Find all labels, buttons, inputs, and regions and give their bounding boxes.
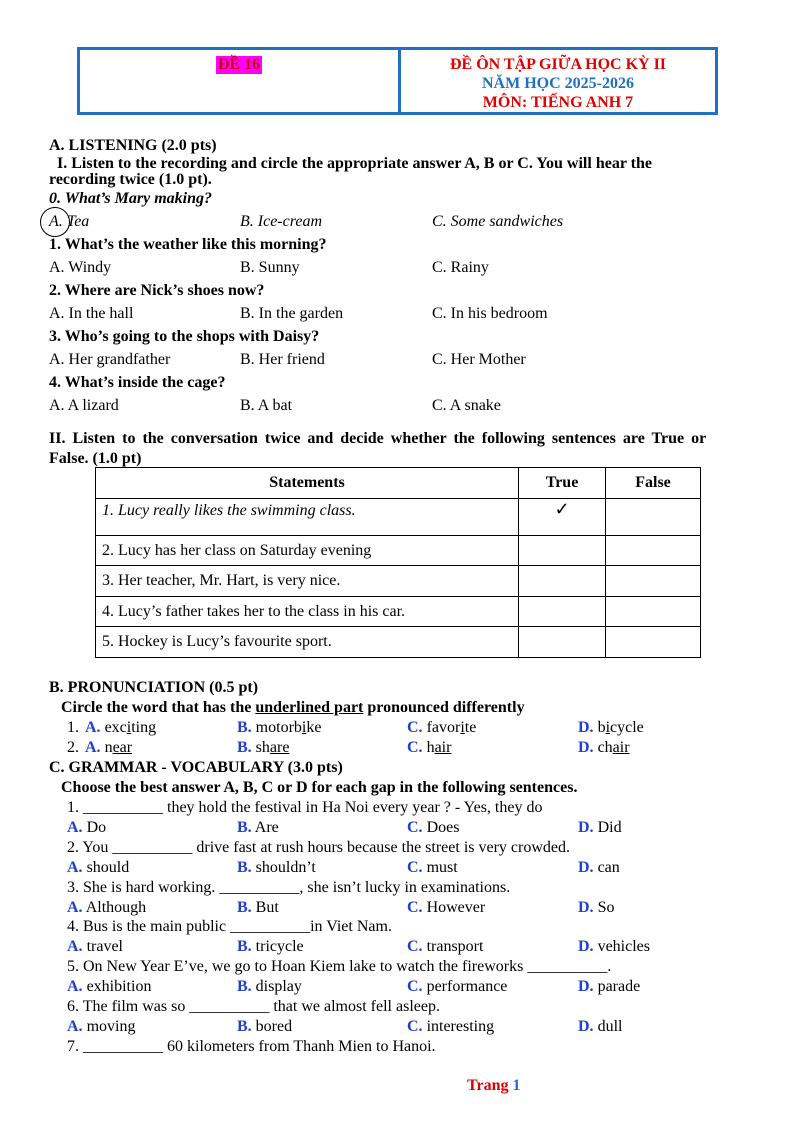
option-a: A. Windy [49, 259, 112, 276]
option-letter: D. [578, 938, 594, 956]
grammar-option [578, 977, 640, 997]
example-option-a: A. Tea [49, 213, 90, 230]
option-letter: C. [407, 898, 423, 916]
option-letter: D. [578, 739, 594, 756]
word-part: ch [597, 739, 613, 756]
option-text: can [597, 858, 620, 876]
option-text: shouldn’t [255, 858, 316, 876]
option-text: must [426, 858, 458, 876]
option-letter: B. [237, 739, 252, 756]
grammar-question: 1. __________ they hold the festival in Ha Noi every year ? - Yes, they do [67, 799, 543, 816]
option-letter: A. [67, 898, 83, 916]
underlined-part: i [126, 719, 132, 736]
grammar-question: 3. She is hard working. __________, she isn’t lucky in examinations. [67, 878, 511, 896]
grammar-option [578, 858, 620, 878]
grammar-option [67, 818, 106, 838]
option-letter: C. [407, 858, 423, 876]
instruction-text: Circle the word that has the [61, 699, 256, 716]
option-letter: B. [237, 719, 252, 736]
option-c: C. Rainy [432, 259, 489, 276]
word-part: n [104, 739, 113, 756]
option-letter: B. [237, 819, 252, 836]
word-part: exc [104, 719, 127, 736]
option-text: Although [85, 898, 147, 916]
table-row [96, 566, 701, 597]
grammar-question: 5. On New Year E’ve, we go to Hoan Kiem lake to watch the fireworks __________. [67, 958, 612, 976]
table-row [96, 499, 701, 536]
example-option-c: C. Some sandwiches [432, 213, 564, 230]
underlined-part: air [434, 739, 452, 756]
grammar-option [237, 977, 302, 997]
word-part: ke [306, 719, 322, 736]
statement-cell: 1. Lucy really likes the swimming class. [96, 499, 519, 536]
option-letter: A. [85, 719, 101, 736]
table-row [96, 536, 701, 566]
option-text: So [597, 898, 615, 916]
option-text: Are [254, 819, 279, 836]
pronunciation-heading: B. PRONUNCIATION (0.5 pt) [49, 679, 259, 696]
listening-question: 3. Who’s going to the shops with Daisy? [49, 328, 320, 345]
pronunciation-option [85, 718, 156, 738]
exam-code-cell [80, 50, 401, 112]
grammar-question: 7. __________ 60 kilometers from Thanh Mien to Hanoi. [67, 1037, 436, 1055]
page-number: 1 [512, 1077, 521, 1094]
grammar-question: 4. Bus is the main public __________in Viet Nam. [67, 918, 392, 936]
option-letter: B. [237, 978, 252, 996]
option-c: C. In his bedroom [432, 305, 548, 322]
word-part: favor [426, 719, 461, 736]
listening-heading: A. LISTENING (2.0 pts) [49, 137, 217, 154]
true-false-table [95, 467, 701, 658]
listening-question: 1. What’s the weather like this morning? [49, 236, 327, 253]
option-letter: D. [578, 1018, 594, 1035]
column-header: Statements [96, 468, 519, 499]
option-letter: C. [407, 978, 423, 996]
statement-cell: 5. Hockey is Lucy’s favourite sport. [96, 627, 519, 658]
school-year: NĂM HỌC 2025-2026 [482, 75, 634, 92]
underlined-part: air [612, 739, 630, 756]
option-a: A. A lizard [49, 397, 119, 414]
grammar-option [67, 937, 123, 957]
false-cell [606, 597, 701, 627]
pronunciation-option [237, 738, 289, 758]
example-option-b: B. Ice-cream [240, 213, 323, 230]
grammar-option [407, 977, 507, 997]
pronunciation-option [237, 718, 321, 738]
column-header: False [606, 468, 701, 499]
pronunciation-option [407, 718, 476, 738]
option-letter: B. [237, 898, 252, 916]
grammar-option [67, 977, 151, 997]
table-row [96, 597, 701, 627]
word-part: h [426, 739, 435, 756]
word-part: motorb [255, 719, 302, 736]
listening-question: 2. Where are Nick’s shoes now? [49, 282, 265, 299]
underlined-part: are [269, 739, 290, 756]
option-letter: C. [407, 1018, 423, 1035]
word-part: cycle [610, 719, 644, 736]
grammar-option [407, 818, 459, 838]
option-text: performance [426, 978, 508, 996]
option-letter: A. [67, 858, 83, 876]
word-part: ting [131, 719, 157, 736]
option-letter: A. [67, 1018, 83, 1035]
option-letter: A. [67, 978, 83, 996]
option-text: However [426, 898, 486, 916]
option-a: A. Her grandfather [49, 351, 171, 368]
option-letter: B. [237, 858, 252, 876]
grammar-option [237, 818, 279, 838]
option-letter: D. [578, 898, 594, 916]
grammar-option [407, 937, 483, 957]
statement-cell: 4. Lucy’s father takes her to the class in his car. [96, 597, 519, 627]
grammar-option [407, 858, 458, 878]
option-text: Did [597, 819, 622, 836]
part1-instruction: I. Listen to the recording and circle the appropriate answer A, B or C. You will hear the [57, 155, 652, 172]
table-header-row [96, 468, 701, 499]
underlined-part: i [605, 719, 611, 736]
option-text: exhibition [86, 978, 152, 996]
true-cell [519, 627, 606, 658]
grammar-question: 6. The film was so __________ that we almost fell asleep. [67, 998, 440, 1015]
pronunciation-number: 2. [67, 739, 79, 756]
option-letter: B. [237, 1018, 252, 1035]
option-b: B. Her friend [240, 351, 325, 368]
option-letter: C. [407, 739, 423, 756]
word-part: te [464, 719, 477, 736]
option-c: C. Her Mother [432, 351, 526, 368]
underlined-part: i [460, 719, 465, 736]
option-letter: B. [237, 938, 252, 956]
example-question: 0. What’s Mary making? [49, 190, 212, 207]
option-letter: C. [407, 938, 423, 956]
option-letter: A. [67, 819, 83, 836]
option-text: display [255, 978, 302, 996]
option-text: Do [86, 819, 107, 836]
option-text: moving [86, 1018, 136, 1035]
option-text: tricycle [255, 938, 304, 956]
option-text: dull [597, 1018, 623, 1035]
option-letter: D. [578, 719, 594, 736]
option-a: A. In the hall [49, 305, 134, 322]
option-b: B. Sunny [240, 259, 300, 276]
statement-cell: 2. Lucy has her class on Saturday evening [96, 536, 519, 566]
option-text: travel [86, 938, 123, 956]
instruction-text: pronounced differently [363, 699, 525, 716]
grammar-option [578, 1017, 622, 1037]
false-cell [606, 627, 701, 658]
option-letter: D. [578, 858, 594, 876]
grammar-option [67, 1017, 135, 1037]
underlined-part: ear [112, 739, 133, 756]
exam-code: ĐỀ 16 [217, 56, 261, 73]
true-cell [519, 566, 606, 597]
option-letter: D. [578, 978, 594, 996]
grammar-heading: C. GRAMMAR - VOCABULARY (3.0 pts) [49, 759, 343, 776]
pronunciation-option [578, 738, 630, 758]
option-b: B. A bat [240, 397, 293, 414]
option-letter: A. [85, 739, 101, 756]
option-text: parade [597, 978, 641, 996]
pronunciation-number: 1. [67, 719, 79, 736]
instruction-underlined: underlined part [255, 699, 364, 716]
option-text: Does [426, 819, 460, 836]
exam-title-cell [401, 50, 715, 112]
option-letter: D. [578, 819, 594, 836]
subject: MÔN: TIẾNG ANH 7 [482, 94, 634, 111]
part2-instruction-cont: False. (1.0 pt) [49, 450, 142, 467]
statement-cell: 3. Her teacher, Mr. Hart, is very nice. [96, 566, 519, 597]
grammar-option [237, 937, 304, 957]
option-c: C. A snake [432, 397, 501, 414]
grammar-option [578, 818, 622, 838]
option-text: bored [255, 1018, 293, 1035]
option-text: should [86, 858, 130, 876]
grammar-instruction: Choose the best answer A, B, C or D for each gap in the following sentences. [61, 779, 578, 796]
false-cell [606, 566, 701, 597]
grammar-option [237, 858, 316, 878]
option-b: B. In the garden [240, 305, 344, 322]
option-text: transport [426, 938, 484, 956]
false-cell [606, 536, 701, 566]
grammar-option [237, 1017, 292, 1037]
option-text: vehicles [597, 938, 650, 956]
true-cell [519, 597, 606, 627]
exam-title: ĐỀ ÔN TẬP GIỮA HỌC KỲ II [449, 56, 667, 73]
grammar-question: 2. You __________ drive fast at rush hours because the street is very crowded. [67, 838, 571, 856]
option-letter: A. [67, 938, 83, 956]
column-header: True [519, 468, 606, 499]
pronunciation-option [85, 738, 132, 758]
page-footer [467, 1077, 520, 1095]
true-cell: ✓ [519, 499, 606, 536]
word-part: b [597, 719, 606, 736]
option-text: interesting [426, 1018, 495, 1035]
grammar-option [407, 898, 485, 918]
grammar-option [67, 858, 129, 878]
grammar-option [407, 1017, 494, 1037]
pronunciation-option [407, 738, 451, 758]
exam-header [77, 47, 718, 115]
underlined-part: i [301, 719, 307, 736]
grammar-option [67, 898, 146, 918]
grammar-option [578, 898, 614, 918]
pronunciation-option [578, 718, 644, 738]
table-row [96, 627, 701, 658]
page-label: Trang [467, 1077, 509, 1094]
grammar-option [578, 937, 650, 957]
false-cell [606, 499, 701, 536]
option-letter: C. [407, 819, 423, 836]
part1-instruction-cont: recording twice (1.0 pt). [49, 171, 212, 188]
pronunciation-instruction [61, 698, 525, 718]
option-letter: C. [407, 719, 423, 736]
listening-question: 4. What’s inside the cage? [49, 374, 226, 391]
true-cell [519, 536, 606, 566]
grammar-option [237, 898, 279, 918]
part2-instruction: II. Listen to the conversation twice and decide whether the following sentences are True or [49, 430, 707, 447]
option-text: But [255, 898, 279, 916]
word-part: sh [255, 739, 270, 756]
